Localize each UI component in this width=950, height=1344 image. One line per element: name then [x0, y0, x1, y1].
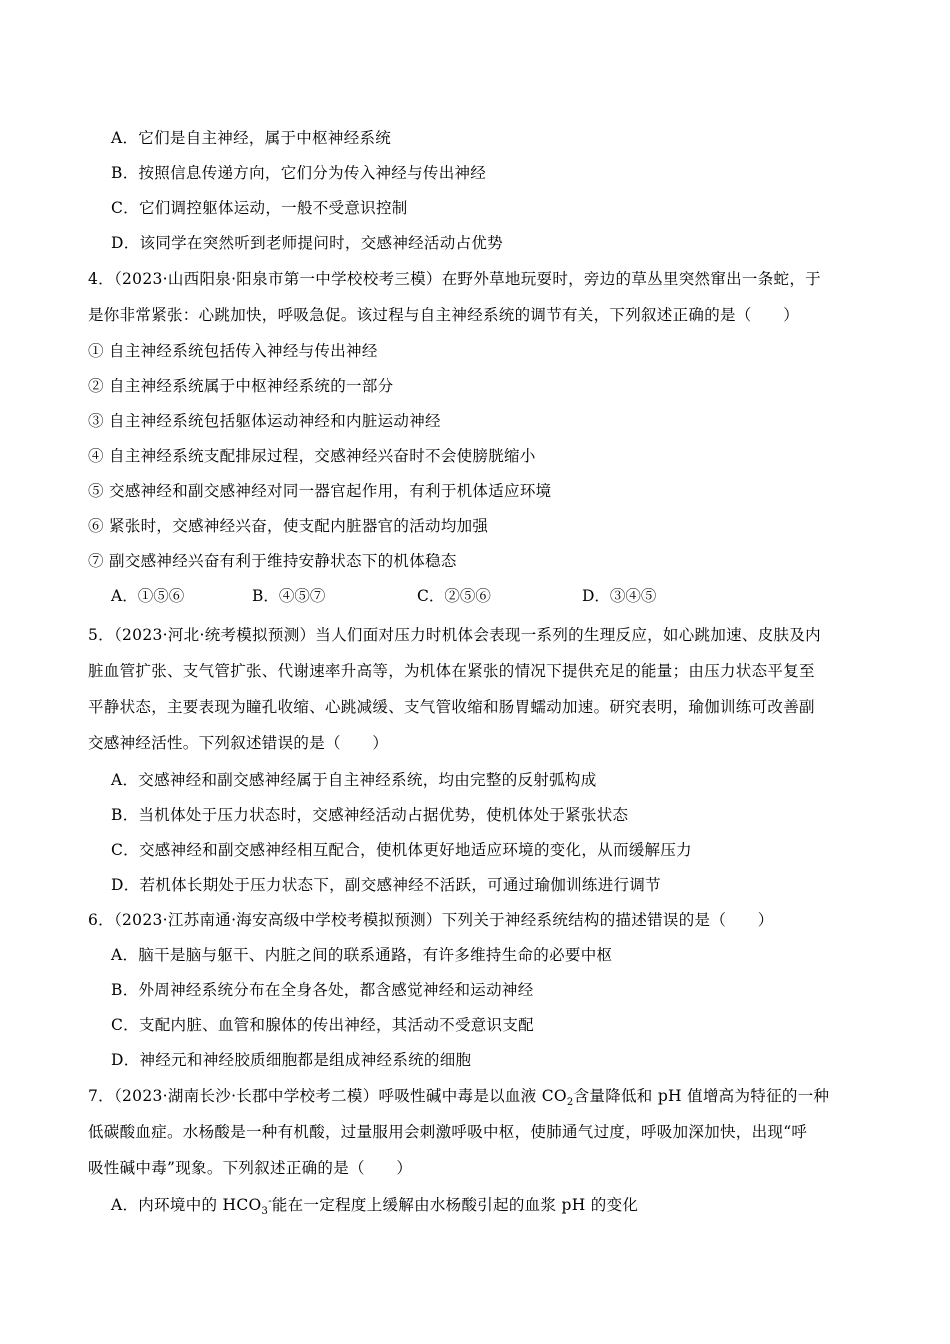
q4-option-b: B．④⑤⑦	[252, 587, 326, 605]
q7-stem-line1-rest: 含量降低和 pH 值增高为特征的一种	[573, 1087, 830, 1105]
q6-option-c: C．支配内脏、血管和腺体的传出神经，其活动不受意识支配	[111, 1016, 534, 1034]
q7-stem-line2: 低碳酸血症。水杨酸是一种有机酸，过量服用会刺激呼吸中枢，使肺通气过度，呼吸加深加快，出现“呼	[88, 1123, 808, 1141]
q7-stem-line1	[88, 1085, 829, 1107]
q5-option-a: A．交感神经和副交感神经属于自主神经系统，均由完整的反射弧构成	[111, 771, 597, 789]
q4-statement-6: ⑥ 紧张时，交感神经兴奋，使支配内脏器官的活动均加强	[88, 517, 489, 535]
q5-stem-line4: 交感神经活性。下列叙述错误的是（ ）	[88, 734, 389, 752]
q5-stem-line2: 脏血管扩张、支气管扩张、代谢速率升高等，为机体在紧张的情况下提供充足的能量；由压力状态平复至	[88, 662, 815, 680]
q4-option-c: C．②⑤⑥	[417, 587, 491, 605]
q7-stem-line1-text: 7．（2023·湖南长沙·长郡中学校考二模）呼吸性碱中毒是以血液 CO	[88, 1087, 567, 1105]
q3-option-b: B．按照信息传递方向，它们分为传入神经与传出神经	[111, 164, 487, 182]
q5-option-d: D．若机体长期处于压力状态下，副交感神经不活跃，可通过瑜伽训练进行调节	[111, 876, 661, 894]
q4-statement-5: ⑤ 交感神经和副交感神经对同一器官起作用，有利于机体适应环境	[88, 482, 552, 500]
q7-stem-line3: 吸性碱中毒”现象。下列叙述正确的是（ ）	[88, 1159, 413, 1177]
q5-stem-line3: 平静状态，主要表现为瞳孔收缩、心跳减缓、支气管收缩和肠胃蠕动加速。研究表明，瑜伽训练可改善副	[88, 698, 815, 716]
q3-option-c: C．它们调控躯体运动，一般不受意识控制	[111, 199, 408, 217]
q5-option-b: B．当机体处于压力状态时，交感神经活动占据优势，使机体处于紧张状态	[111, 806, 629, 824]
q4-stem-line1: 4．（2023·山西阳泉·阳泉市第一中学校校考三模）在野外草地玩耍时，旁边的草丛里突然窜出一条蛇，于	[88, 270, 821, 288]
q6-option-d: D．神经元和神经胶质细胞都是组成神经系统的细胞	[111, 1051, 472, 1069]
q7-option-a	[111, 1194, 638, 1216]
q5-stem-line1: 5．（2023·河北·统考模拟预测）当人们面对压力时机体会表现一系列的生理反应，如心跳加速、皮肤及内	[88, 626, 821, 644]
q3-option-d: D．该同学在突然听到老师提问时，交感神经活动占优势	[111, 234, 503, 252]
q4-statement-3: ③ 自主神经系统包括躯体运动神经和内脏运动神经	[88, 412, 441, 430]
q4-option-d: D．③④⑤	[582, 587, 657, 605]
q4-statement-1: ① 自主神经系统包括传入神经与传出神经	[88, 342, 378, 360]
q7-hco3-superscript: -	[268, 1195, 272, 1207]
q7-hco3-subscript: 3	[261, 1206, 269, 1218]
q4-statement-4: ④ 自主神经系统支配排尿过程，交感神经兴奋时不会使膀胱缩小	[88, 447, 536, 465]
q7-option-a-text: A．内环境中的 HCO	[111, 1196, 262, 1214]
q4-option-a: A．①⑤⑥	[111, 587, 185, 605]
q3-option-a: A．它们是自主神经，属于中枢神经系统	[111, 129, 392, 147]
q6-option-b: B．外周神经系统分布在全身各处，都含感觉神经和运动神经	[111, 981, 534, 999]
q4-statement-7: ⑦ 副交感神经兴奋有利于维持安静状态下的机体稳态	[88, 552, 457, 570]
q5-option-c: C．交感神经和副交感神经相互配合，使机体更好地适应环境的变化，从而缓解压力	[111, 841, 692, 859]
q6-stem-line1: 6．（2023·江苏南通·海安高级中学校考模拟预测）下列关于神经系统结构的描述错误的是（ ）	[88, 911, 774, 929]
q7-co2-subscript: 2	[566, 1097, 574, 1109]
q6-option-a: A．脑干是脑与躯干、内脏之间的联系通路，有许多维持生命的必要中枢	[111, 946, 613, 964]
q7-option-a-rest: 能在一定程度上缓解由水杨酸引起的血浆 pH 的变化	[271, 1196, 639, 1214]
q4-statement-2: ② 自主神经系统属于中枢神经系统的一部分	[88, 377, 394, 395]
q4-stem-line2: 是你非常紧张：心跳加快，呼吸急促。该过程与自主神经系统的调节有关，下列叙述正确的是（ ）	[88, 306, 800, 324]
